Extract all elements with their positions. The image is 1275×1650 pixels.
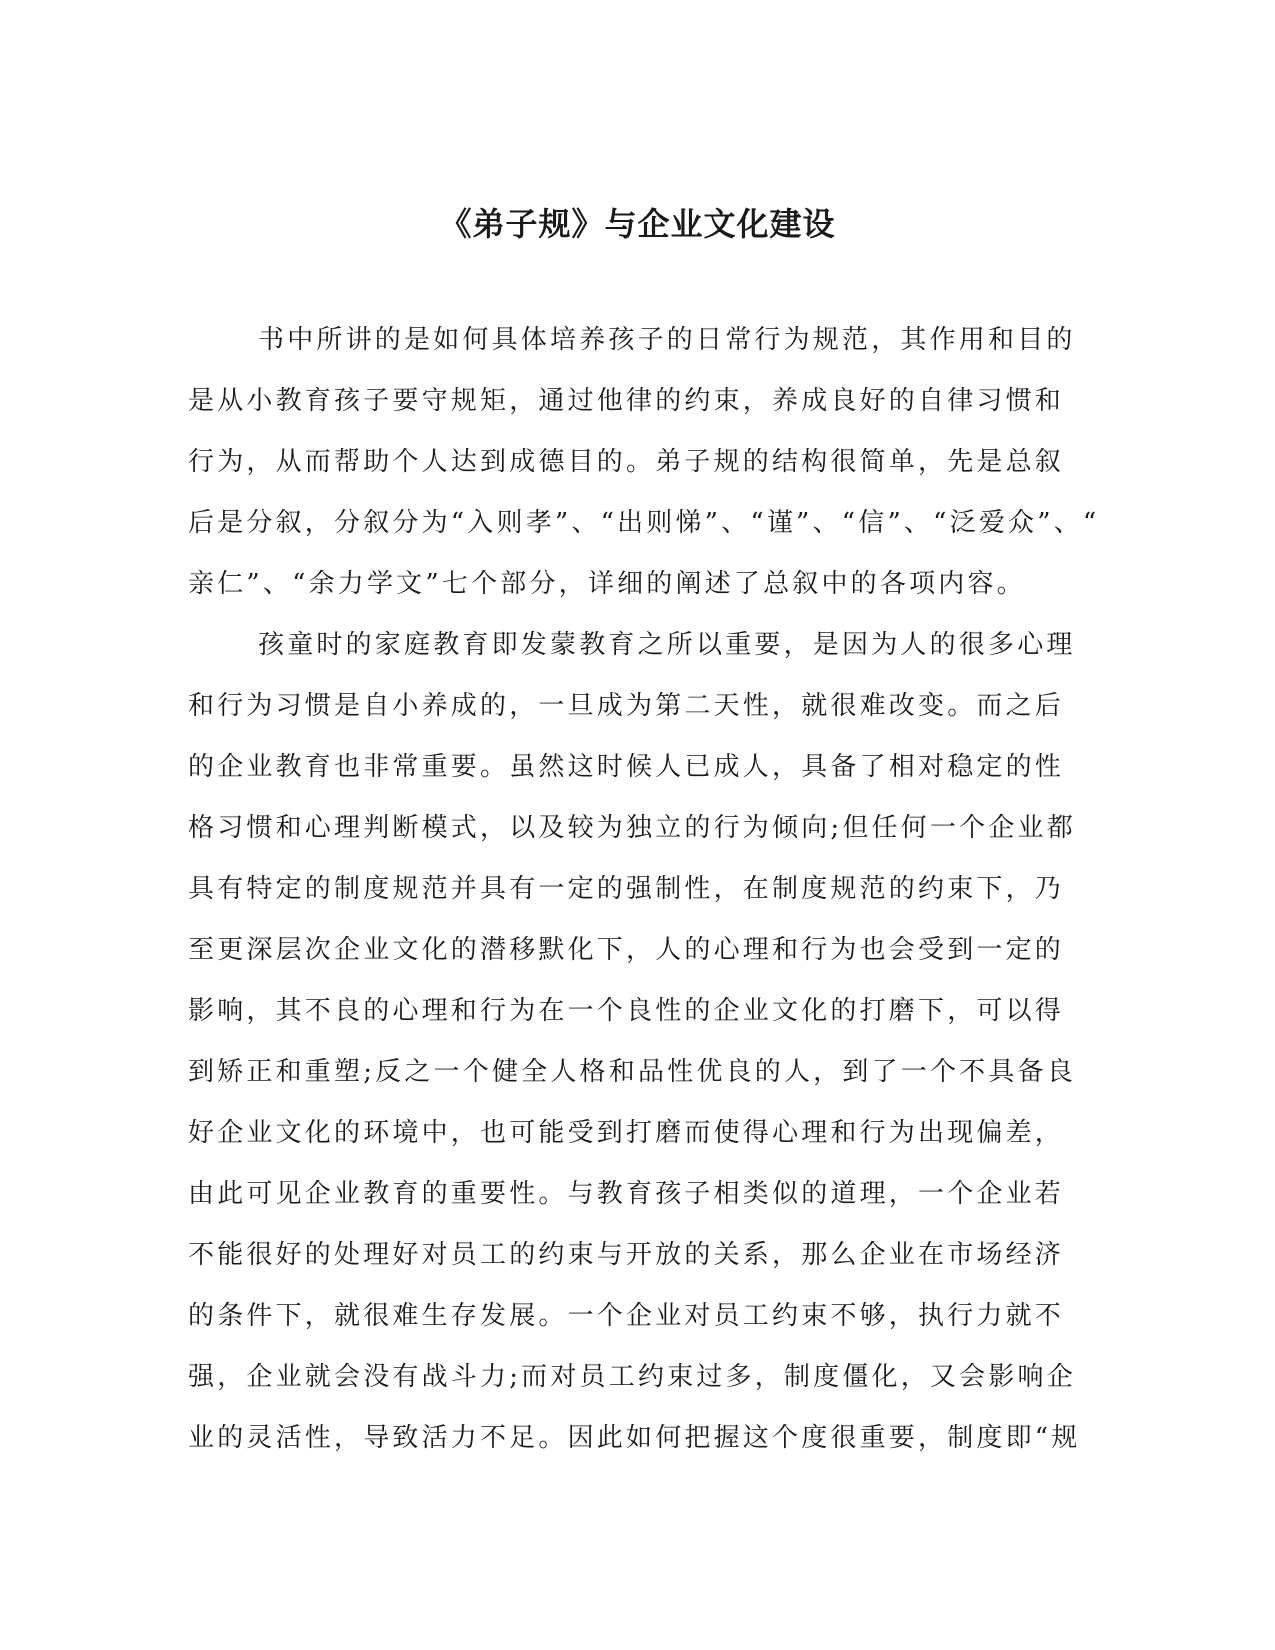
text-line: 不能很好的处理好对员工的约束与开放的关系，那么企业在市场经济	[188, 1240, 1065, 1270]
text-line: 的条件下，就很难生存发展。一个企业对员工约束不够，执行力就不	[188, 1301, 1065, 1331]
text-line: 是从小教育孩子要守规矩，通过他律的约束，养成良好的自律习惯和	[188, 386, 1065, 416]
text-line: 到矫正和重塑;反之一个健全人格和品性优良的人，到了一个不具备良	[188, 1057, 1076, 1087]
text-line: 孩童时的家庭教育即发蒙教育之所以重要，是因为人的很多心理	[258, 630, 1076, 660]
document-title: 《弟子规》与企业文化建设	[439, 205, 836, 243]
text-line: 至更深层次企业文化的潜移默化下，人的心理和行为也会受到一定的	[188, 935, 1065, 965]
document-body	[188, 320, 1100, 1479]
text-line: 影响，其不良的心理和行为在一个良性的企业文化的打磨下，可以得	[188, 996, 1065, 1026]
text-line: 的企业教育也非常重要。虽然这时候人已成人，具备了相对稳定的性	[188, 752, 1065, 782]
text-line: 书中所讲的是如何具体培养孩子的日常行为规范，其作用和目的	[258, 325, 1076, 355]
text-line: 和行为习惯是自小养成的，一旦成为第二天性，就很难改变。而之后	[188, 691, 1065, 721]
text-line: 行为，从而帮助个人达到成德目的。弟子规的结构很简单，先是总叙	[188, 447, 1065, 477]
text-line: 后是分叙，分叙分为“入则孝”、“出则悌”、“谨”、“信”、“泛爱众”、“	[188, 508, 1100, 538]
text-line: 业的灵活性，导致活力不足。因此如何把握这个度很重要，制度即“规	[188, 1423, 1081, 1453]
text-line: 由此可见企业教育的重要性。与教育孩子相类似的道理，一个企业若	[188, 1179, 1065, 1209]
text-line: 好企业文化的环境中，也可能受到打磨而使得心理和行为出现偏差，	[188, 1118, 1065, 1148]
text-line: 亲仁”、“余力学文”七个部分，详细的阐述了总叙中的各项内容。	[188, 569, 1026, 599]
text-line: 强，企业就会没有战斗力;而对员工约束过多，制度僵化，又会影响企	[188, 1362, 1076, 1392]
text-line: 具有特定的制度规范并具有一定的强制性，在制度规范的约束下，乃	[188, 874, 1065, 904]
text-line: 格习惯和心理判断模式，以及较为独立的行为倾向;但任何一个企业都	[188, 813, 1076, 843]
